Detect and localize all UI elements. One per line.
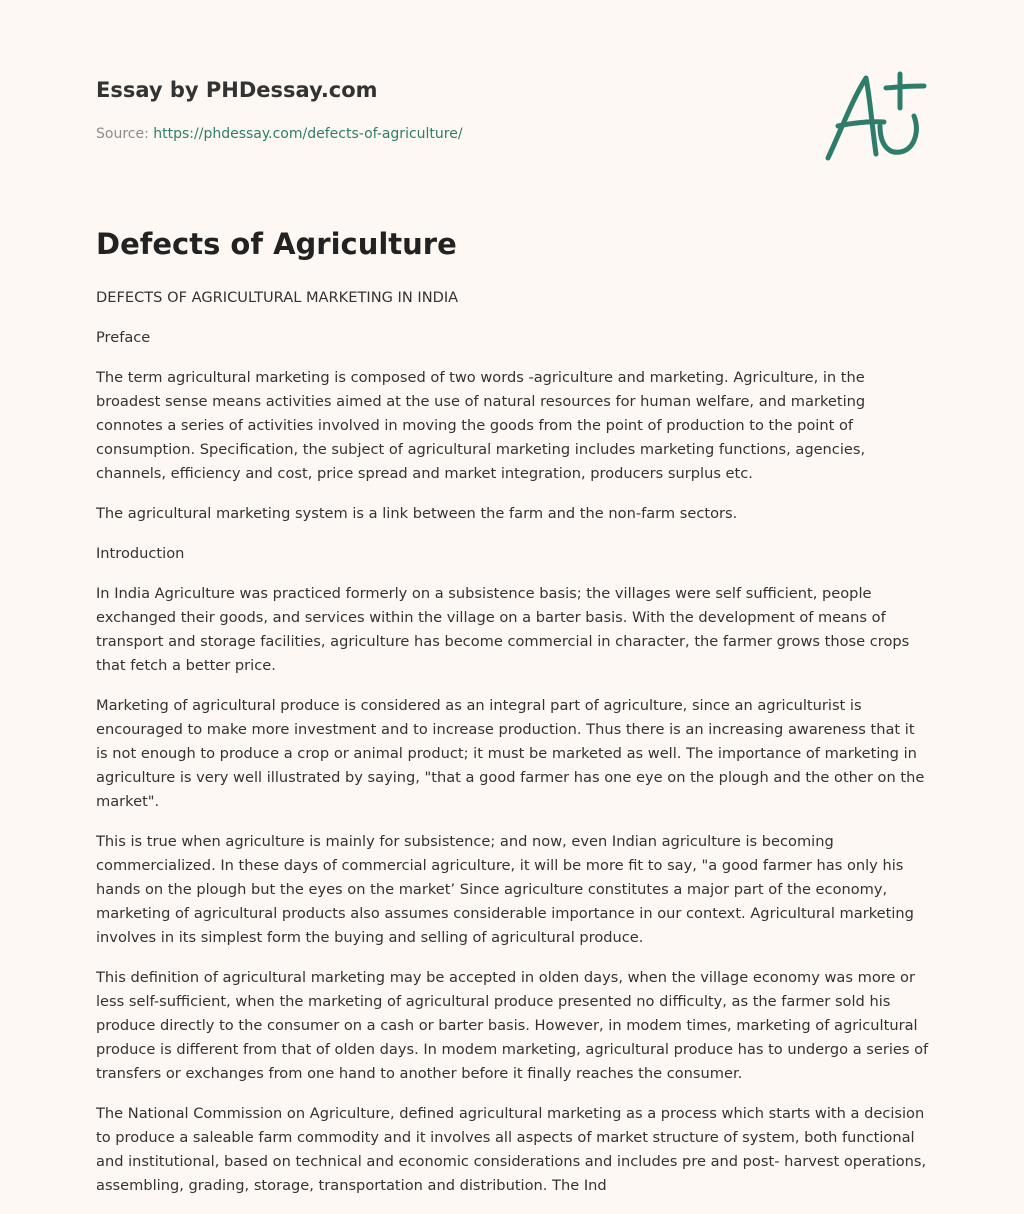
essay-body [96, 286, 930, 1214]
paragraph: The term agricultural marketing is composed of two words -agriculture and marketing. Agriculture, in the broadest sense means activities aimed at the use of natural resources for human welfare, and marketing connotes a series of activities involved in moving the goods from the point of production to the point of consumption. Specification, the subject of agricultural marketing includes marketing functions, agencies, channels, efficiency and cost, price spread and market integration, producers surplus etc. [96, 369, 866, 482]
site-header [96, 76, 796, 144]
paragraph: This definition of agricultural marketing may be accepted in olden days, when the village economy was more or less self-sufficient, when the marketing of agricultural produce presented no difficulty, as the farmer sold his produce directly to the consumer on a cash or barter basis. However, in modem times, marketing of agricultural produce is different from that of olden days. In modem marketing, agricultural produce has to undergo a series of transfers or exchanges from one hand to another before it finally reaches the consumer. [96, 969, 929, 1082]
source-link[interactable]: https://phdessay.com/defects-of-agriculture/ [153, 126, 463, 142]
paragraph: Marketing of agricultural produce is considered as an integral part of agriculture, since an agriculturist is encouraged to make more investment and to increase production. Thus there is an increasing awareness that it is not enough to produce a crop or animal product; it must be marketed as well. The importance of marketing in agriculture is very well illustrated by saying, "that a good farmer has one eye on the plough and the other on the market". [96, 697, 925, 810]
paragraph-heading: Introduction [96, 545, 185, 562]
site-brand[interactable]: Essay by PHDessay.com [96, 78, 378, 102]
paragraph-heading: Preface [96, 329, 151, 346]
paragraph: The agricultural marketing system is a link between the farm and the non-farm sectors. [96, 505, 738, 522]
source-line [96, 124, 796, 144]
paragraph: This is true when agriculture is mainly for subsistence; and now, even Indian agriculture is becoming commercialized. In these days of commercial agriculture, it will be more fit to say, "a good farmer has only his hands on the plough but the eyes on the market’ Since agriculture constitutes a major part of the economy, marketing of agricultural products also assumes considerable importance in our context. Agricultural marketing involves in its simplest form the buying and selling of agricultural produce. [96, 833, 914, 946]
paragraph: The National Commission on Agriculture, defined agricultural marketing as a process which starts with a decision to produce a saleable farm commodity and it involves all aspects of market structure of system, both functional and institutional, based on technical and economic considerations and includes pre and post- harvest operations, assembling, grading, storage, transportation and distribution. The Ind [96, 1105, 927, 1194]
paragraph-heading: DEFECTS OF AGRICULTURAL MARKETING IN INDIA [96, 289, 459, 306]
page-title: Defects of Agriculture [96, 227, 457, 261]
a-plus-logo-icon [822, 68, 930, 166]
source-label: Source: [96, 126, 149, 142]
paragraph: In India Agriculture was practiced formerly on a subsistence basis; the villages were self sufficient, people exchanged their goods, and services within the village on a barter basis. With the development of means of transport and storage facilities, agriculture has become commercial in character, the farmer grows those crops that fetch a better price. [96, 585, 910, 674]
